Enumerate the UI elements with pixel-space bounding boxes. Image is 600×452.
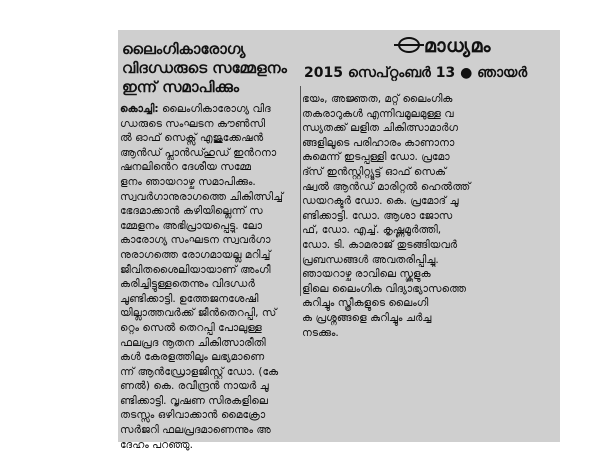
article-line: ണ്ടിക്കാട്ടി. ഡോ. ആശാ ജോസ: [302, 209, 453, 222]
dateline: 2015 സെപ്റ്റംബർ 13 ● ഞായർ: [304, 65, 528, 81]
article-line: ണൽ) കെ. രവീന്ദ്രൻ നായർ ചൂ: [120, 380, 269, 393]
article-line: സ്വവർഗാനുരാഗത്തെ ചികിത്സിച്ച്: [120, 190, 284, 203]
article-column-left: [120, 102, 300, 452]
article-line: കൾ കേരളത്തിലും ലഭ്യമാണെ: [120, 351, 265, 364]
headline-line: വിദഗ്ധരുടെ സമ്മേളനം: [122, 59, 287, 77]
article-line: കുറിച്ചും സ്ത്രീകളുടെ ലൈംഗി: [302, 297, 429, 310]
article-line: ഷ്വൽ ആൻഡ് മാരിറ്റൽ ഹെൽത്ത്: [302, 180, 471, 193]
article-line-text: ലൈംഗികാരോഗ്യ വിദ: [162, 103, 271, 115]
article-line: മ്മേളനം അഭിപ്രായപ്പെട്ടു. ലോ: [120, 219, 263, 232]
article-line: തകരാറുകൾ എന്നിവമൂലമുള്ള വ: [302, 107, 454, 120]
article-line: പ്രബന്ധങ്ങൾ അവതരിപ്പിച്ചു.: [302, 253, 439, 266]
article-line: ന്ന് ആൻഡ്രോളജിസ്റ്റ് ഡോ. (കേ: [120, 365, 279, 378]
headline: [122, 40, 300, 97]
article-line: ളനം ഞായറാഴ്ച സമാപിക്കും.: [120, 175, 256, 188]
article-line: ഭയം, അജ്ഞത, മറ്റ് ലൈംഗിക: [302, 93, 453, 105]
article-line: ക പ്രശ്നങ്ങളെ കുറിച്ചും ചർച്ച: [302, 311, 432, 324]
article-line: ഗ്ധരുടെ സംഘടന കൗൺസി: [120, 117, 266, 130]
article-line: ൽ ഓഫ് സെക്സ് എജുക്കേഷൻ: [120, 132, 264, 145]
article-line: ദ്സ് ഇൻസ്റ്റിറ്റ്യൂട്ട് ഓഫ് സെക്: [302, 165, 447, 178]
headline-line: ലൈംഗികാരോഗ്യ: [122, 40, 246, 58]
article-column-right: [302, 92, 550, 340]
madhyamam-logo-icon: [398, 37, 420, 53]
article-line: യില്ലാത്തവർക്ക് ജീൻതെറപ്പി, സ്: [120, 307, 277, 320]
column-divider: [300, 86, 301, 296]
article-line: [120, 102, 300, 117]
article-line: കരിച്ചിട്ടുള്ളതെന്നും വിദഗ്ധർ: [120, 278, 255, 291]
article-line: ഡോ. ടി. കാമരാജ് തുടങ്ങിയവർ: [302, 238, 458, 251]
article-lead: കൊച്ചി:: [120, 103, 159, 115]
article-line: ഷനലിൻെറ ദേശീയ സമ്മേ: [120, 161, 252, 174]
article-line: നുരാഗത്തെ രോഗമായല്ല മറിച്ച്: [120, 248, 271, 261]
article-line: കുമെന്ന് ഇടപ്പള്ളി ഡോ. പ്രമോ: [302, 151, 450, 164]
article-line: ഫ്, ഡോ. എച്ച്. കൃഷ്ണമൂർത്തി,: [302, 224, 442, 237]
article-line: നടക്കും.: [302, 326, 339, 339]
masthead-title: മാധ്യമം: [424, 35, 491, 57]
article-line: സർജറി ഫലപ്രദമാണെന്നും അ: [120, 424, 271, 437]
article-line: ഞായറാഴ്ച രാവിലെ സ്കൂളുക: [302, 268, 431, 281]
article-line: ചൂണ്ടിക്കാട്ടി. ഉത്തേജനശേഷി: [120, 292, 259, 305]
article-line: തടസ്സം ഒഴിവാക്കാൻ മൈക്രോ: [120, 409, 266, 422]
article-line: ഡയറക്ടർ ഡോ. കെ. പ്രമോദ് ചൂ: [302, 195, 459, 208]
masthead: [398, 34, 558, 58]
article-line: ആൻഡ് പ്ലാൻഡ്ഹുഡ് ഇൻറനാ: [120, 146, 277, 159]
article-line: ഭേദമാക്കാൻ കഴിയില്ലെന്ന് സ: [120, 205, 263, 218]
article-line: ഫലപ്രദ നൂതന ചികിത്സാരീതി: [120, 336, 266, 349]
article-line: റ്റെം സെൽ തെറപ്പി പോലുള്ള: [120, 321, 262, 334]
article-line: കാരോഗ്യ സംഘടന സ്വവർഗാ: [120, 234, 271, 247]
headline-line: ഇന്ന് സമാപിക്കും: [122, 78, 240, 96]
article-line: ദേഹം പറഞ്ഞു.: [120, 438, 194, 451]
article-line: ങ്ങളിലൂടെ പരിഹാരം കാണാനാ: [302, 136, 455, 149]
article-line: ന്ധ്യതക്ക് ലളിത ചികിത്സാമാർഗ: [302, 122, 459, 135]
article-line: ളിലെ ലൈംഗിക വിദ്യാഭ്യാസത്തെ: [302, 282, 467, 295]
article-line: ണ്ടിക്കാട്ടി. വൃഷണ സിരകളിലെ: [120, 394, 268, 407]
article-line: ജീവിതശൈലിയായാണ് അംഗീ: [120, 263, 271, 276]
